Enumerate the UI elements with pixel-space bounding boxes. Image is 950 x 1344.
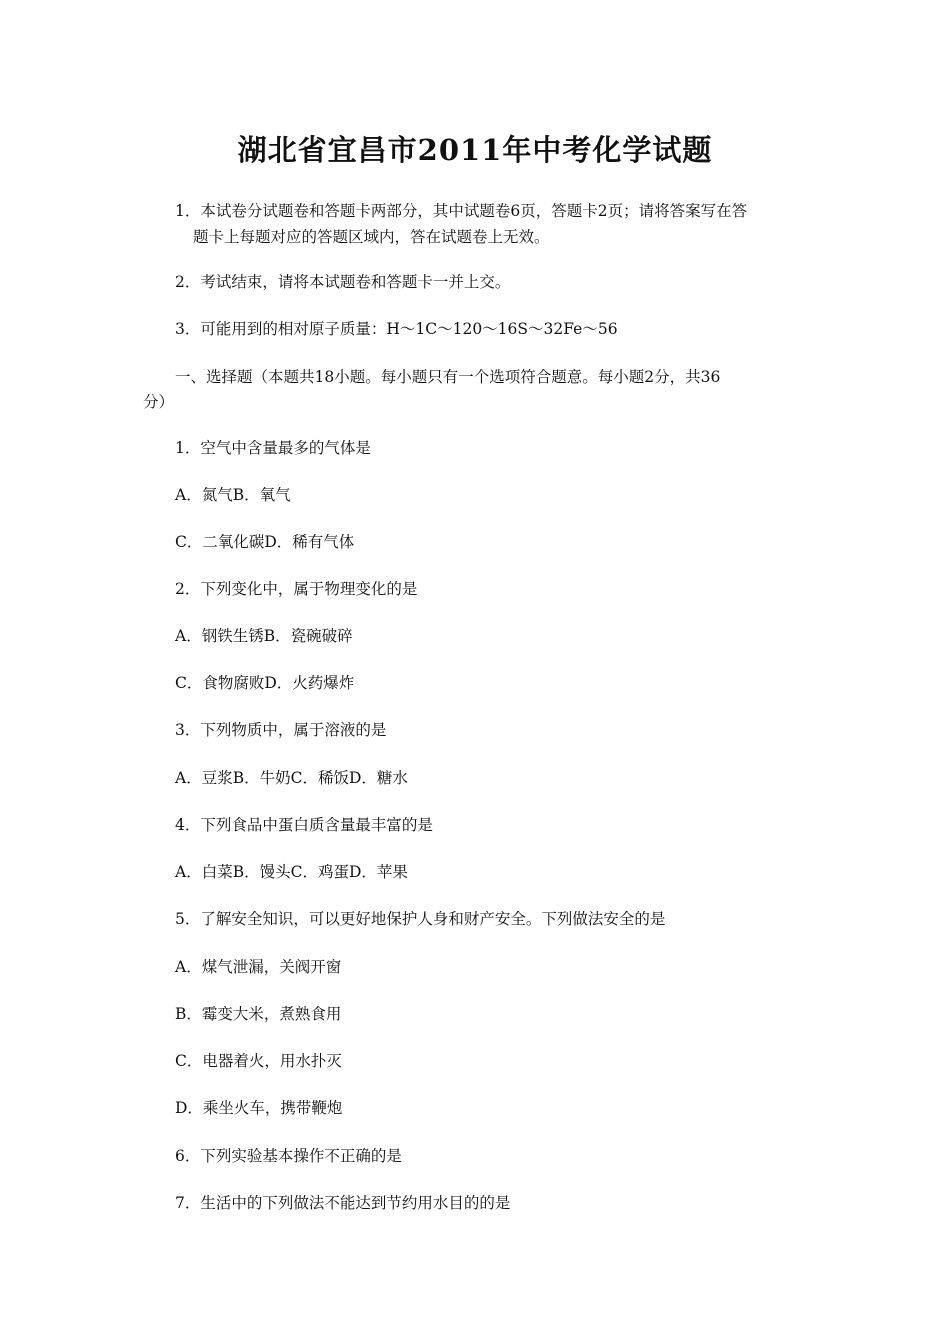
note-2: 2．考试结束，请将本试题卷和答题卡一并上交。 — [175, 273, 511, 291]
question-5-option-a: A．煤气泄漏，关阀开窗 — [175, 958, 342, 976]
question-5-option-b: B．霉变大米，煮熟食用 — [175, 1005, 342, 1023]
question-6: 6．下列实验基本操作不正确的是 — [175, 1147, 402, 1165]
question-2: 2．下列变化中，属于物理变化的是 — [175, 580, 418, 598]
question-1-options-ab: A．氮气B．氧气 — [175, 486, 291, 504]
section-heading-line-2: 分） — [143, 393, 175, 411]
question-1-options-cd: C．二氧化碳D．稀有气体 — [175, 533, 355, 551]
note-1-line-2: 题卡上每题对应的答题区域内，答在试题卷上无效。 — [193, 228, 550, 246]
question-5-option-c: C．电器着火，用水扑灭 — [175, 1052, 342, 1070]
question-2-options-ab: A．钢铁生锈B．瓷碗破碎 — [175, 627, 353, 645]
question-7: 7．生活中的下列做法不能达到节约用水目的的是 — [175, 1194, 511, 1212]
question-5-option-d: D．乘坐火车，携带鞭炮 — [175, 1099, 343, 1117]
section-heading-line-1: 一、选择题（本题共18小题。每小题只有一个选项符合题意。每小题2分，共36 — [175, 368, 721, 386]
question-2-options-cd: C．食物腐败D．火药爆炸 — [175, 674, 355, 692]
note-1-line-1: 1．本试卷分试题卷和答题卡两部分，其中试题卷6页，答题卡2页；请将答案写在答 — [175, 202, 748, 220]
question-4-options: A．白菜B．馒头C．鸡蛋D．苹果 — [175, 863, 408, 881]
question-4: 4．下列食品中蛋白质含量最丰富的是 — [175, 816, 433, 834]
question-3: 3．下列物质中，属于溶液的是 — [175, 721, 387, 739]
question-5: 5．了解安全知识，可以更好地保护人身和财产安全。下列做法安全的是 — [175, 910, 666, 928]
question-1: 1．空气中含量最多的气体是 — [175, 439, 371, 457]
note-3: 3．可能用到的相对原子质量：H～1C～120～16S～32Fe～56 — [175, 320, 618, 338]
question-3-options: A．豆浆B．牛奶C．稀饭D．糖水 — [175, 769, 408, 787]
page-title: 湖北省宜昌市2011年中考化学试题 — [237, 133, 713, 167]
